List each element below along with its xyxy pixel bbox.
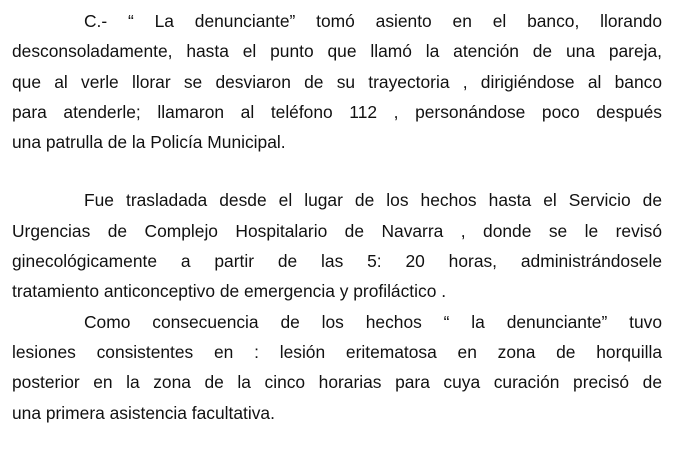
paragraph-line: ginecológicamente a partir de las 5: 20 horas, administrándosele xyxy=(12,251,662,272)
paragraph-line: que al verle llorar se desviaron de su trayectoria , dirigiéndose al banco xyxy=(12,71,662,92)
paragraph-line: Urgencias de Complejo Hospitalario de Navarra , donde se le revisó xyxy=(12,220,662,241)
paragraph-line: tratamiento anticonceptivo de emergencia y profiláctico . xyxy=(12,281,447,302)
paragraph-c xyxy=(12,6,662,157)
paragraph-line: desconsoladamente, hasta el punto que llamó la atención de una pareja, xyxy=(12,41,662,62)
paragraph-line: C.- “ La denunciante” tomó asiento en el banco, llorando xyxy=(84,11,662,31)
paragraph-traslado xyxy=(12,185,662,306)
paragraph-line: Como consecuencia de los hechos “ la denunciante” tuvo xyxy=(84,311,662,332)
paragraph-line: lesiones consistentes en : lesión eritematosa en zona de horquilla xyxy=(12,341,662,362)
paragraph-line: posterior en la zona de la cinco horarias para cuya curación precisó de xyxy=(12,372,662,393)
paragraph-lesiones xyxy=(12,307,662,428)
paragraph-line: una patrulla de la Policía Municipal. xyxy=(12,132,286,153)
document-page xyxy=(12,6,662,428)
paragraph-line: Fue trasladada desde el lugar de los hechos hasta el Servicio de xyxy=(84,190,662,211)
paragraph-gap xyxy=(12,157,662,185)
paragraph-line: una primera asistencia facultativa. xyxy=(12,402,275,423)
paragraph-line: para atenderle; llamaron al teléfono 112 , personándose poco después xyxy=(12,101,662,122)
